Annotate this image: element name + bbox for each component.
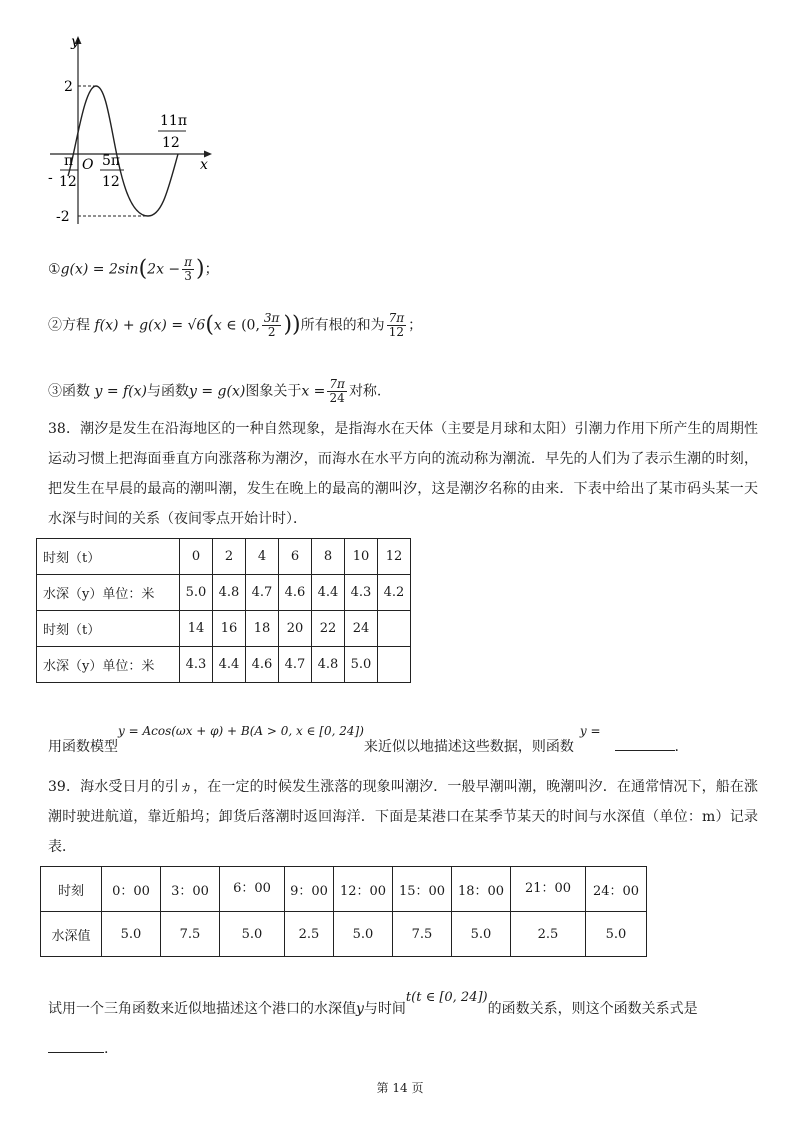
tick-5pi-num: 5π (102, 153, 121, 169)
ask-t: t(t ∈ [0, 24]) (405, 990, 488, 1005)
table-cell: 0 (180, 539, 213, 575)
y-axis-label: y (71, 34, 79, 50)
question-39-ask (48, 990, 698, 1017)
statement-2-interval-fraction: $\frac{3\pi}{2}$ (263, 311, 280, 339)
sine-curve (68, 86, 178, 216)
statement-3-f: y = f(x) (94, 383, 147, 400)
statement-1-expr-a: g(x) = 2sin (60, 261, 139, 278)
ask-end: . (104, 1041, 109, 1057)
table-row (37, 647, 411, 683)
table-cell: 18：00 (452, 867, 511, 912)
table-cell: 4 (246, 539, 279, 575)
table-cell: 12 (378, 539, 411, 575)
table-cell: 14 (180, 611, 213, 647)
table-cell: 8 (312, 539, 345, 575)
ask-mid: 与时间 (363, 1001, 406, 1017)
y-max-label: 2 (64, 79, 73, 95)
question-39-text: 39．海水受日月的引ヵ，在一定的时候发生涨落的现象叫潮汐．一般早潮叫潮，晚潮叫汐．在通常情况下，船在涨潮时驶进航道，靠近船坞；卸货后落潮时返回海洋．下面是某港口在某季节某天的时间与水深值（单位：m）记录表． (48, 779, 758, 855)
table-cell: 22 (312, 611, 345, 647)
question-38-model (48, 724, 679, 755)
table-cell: 3：00 (161, 867, 220, 912)
x-axis-label: x (200, 157, 208, 173)
table-cell: 2 (213, 539, 246, 575)
sine-graph (40, 30, 230, 230)
table-cell: 24：00 (586, 867, 647, 912)
table-row (37, 611, 411, 647)
table-cell: 7.5 (393, 912, 452, 957)
model-end: . (674, 739, 679, 755)
model-expression: y = Acos(ωx + φ) + B(A > 0, x ∈ [0, 24]) (118, 724, 364, 738)
table-row (37, 539, 411, 575)
question-39-answer-line (48, 1040, 108, 1058)
table-cell: 5.0 (345, 647, 378, 683)
table-cell: 水深（y）单位：米 (37, 647, 180, 683)
table-cell: 4.6 (279, 575, 312, 611)
table-cell: 5.0 (220, 912, 285, 957)
table-cell: 15：00 (393, 867, 452, 912)
statement-3-g: y = g(x) (189, 383, 246, 400)
statement-2-marker: ②方程 (48, 317, 90, 334)
table-cell: 5.0 (102, 912, 161, 957)
statement-3-axis: x = (301, 383, 326, 400)
question-38-table (36, 538, 411, 683)
tick-neg-num: π (64, 153, 74, 169)
statement-1-end: ； (204, 261, 219, 278)
statement-2-sum-fraction: $\frac{7\pi}{12}$ (388, 311, 405, 339)
table-cell: 16 (213, 611, 246, 647)
table-cell: 5.0 (586, 912, 647, 957)
table-cell: 10 (345, 539, 378, 575)
y-min-label: -2 (56, 209, 70, 225)
statement-2-text: 所有根的和为 (300, 317, 385, 334)
table-cell: 时刻 (41, 867, 102, 912)
statement-1-expr-b: 2x − (147, 261, 181, 278)
statement-3-text: 图象关于 (245, 383, 302, 400)
table-cell: 4.6 (246, 647, 279, 683)
table-cell: 水深（y）单位：米 (37, 575, 180, 611)
tick-neg-sign: - (48, 170, 53, 186)
table-cell: 4.8 (213, 575, 246, 611)
table-cell: 2.5 (285, 912, 334, 957)
tick-11pi-den: 12 (162, 135, 180, 151)
table-cell: 2.5 (511, 912, 586, 957)
table-cell: 18 (246, 611, 279, 647)
ask-suffix: 的函数关系，则这个函数关系式是 (487, 1001, 698, 1017)
table-cell: 21：00 (511, 867, 586, 912)
table-cell: 6：00 (220, 867, 285, 912)
table-cell (378, 611, 411, 647)
tick-5pi-den: 12 (102, 174, 120, 190)
tick-neg-den: 12 (59, 174, 77, 190)
table-cell: 4.4 (312, 575, 345, 611)
model-suffix: 来近似以地描述这些数据，则函数 (363, 739, 574, 755)
statement-2: ②方程 f(x) + g(x) = √6(x ∈ (0, $\frac{3\pi}{2}$ ))所有根的和为 $\frac{7\pi}{12}$ ； (48, 311, 423, 339)
statement-2-end: ； (408, 317, 423, 334)
q38-answer-blank[interactable] (615, 750, 675, 751)
table-cell: 5.0 (180, 575, 213, 611)
table-cell: 时刻（t） (37, 611, 180, 647)
table-cell: 4.7 (246, 575, 279, 611)
table-cell: 9：00 (285, 867, 334, 912)
statement-3-end: 对称. (348, 383, 382, 400)
page-footer: 第 14 页 (376, 1081, 424, 1095)
table-cell: 4.3 (345, 575, 378, 611)
table-cell: 20 (279, 611, 312, 647)
table-cell: 24 (345, 611, 378, 647)
table-cell: 6 (279, 539, 312, 575)
statement-3-marker: ③函数 (48, 383, 90, 400)
model-prefix: 用函数模型 (48, 739, 118, 755)
table-cell: 7.5 (161, 912, 220, 957)
table-cell: 4.8 (312, 647, 345, 683)
statement-3-with: 与函数 (147, 383, 189, 400)
table-cell: 时刻（t） (37, 539, 180, 575)
table-cell: 5.0 (334, 912, 393, 957)
origin-label: O (82, 157, 94, 173)
table-cell: 水深值 (41, 912, 102, 957)
table-row (41, 912, 647, 957)
statement-1-marker: ① (48, 261, 61, 278)
table-cell: 12：00 (334, 867, 393, 912)
statement-3 (48, 378, 381, 405)
statement-1: ①g(x) = 2sin(2x − $\frac{\pi}{3}$ )； (48, 255, 219, 283)
table-cell: 4.2 (378, 575, 411, 611)
q39-answer-blank[interactable] (48, 1052, 104, 1053)
statement-2-expr: f(x) + g(x) = √6 (94, 317, 206, 334)
statement-2-domain: x ∈ (213, 317, 237, 334)
question-38-text: 38．潮汐是发生在沿海地区的一种自然现象，是指海水在天体（主要是月球和太阳）引潮力作用下所产生的周期性运动习惯上把海面垂直方向涨落称为潮汐，而海水在水平方向的流动称为潮流．早先的人们为了表示生潮的时刻，把发生在早晨的最高的潮叫潮，发生在晚上的最高的潮叫汐，这是潮汐名称的由来．下表中给出了某市码头某一天水深与时间的关系（夜间零点开始计时）． (48, 421, 758, 527)
table-cell: 4.7 (279, 647, 312, 683)
table-cell: 0：00 (102, 867, 161, 912)
ask-y: y (356, 1001, 364, 1017)
ask-prefix: 试用一个三角函数来近似地描述这个港口的水深值 (48, 1001, 356, 1017)
table-cell: 4.4 (213, 647, 246, 683)
table-row (37, 575, 411, 611)
table-row (41, 867, 647, 912)
statement-1-fraction: $\frac{\pi}{3}$ (184, 255, 193, 283)
statement-2-interval-open: (0, (241, 317, 260, 334)
question-39-table (40, 866, 647, 957)
table-cell: 4.3 (180, 647, 213, 683)
model-y: y = (579, 724, 601, 738)
tick-11pi-num: 11π (160, 113, 188, 129)
table-cell: 5.0 (452, 912, 511, 957)
statement-3-fraction: $\frac{7\pi}{24}$ (329, 377, 345, 405)
table-cell (378, 647, 411, 683)
